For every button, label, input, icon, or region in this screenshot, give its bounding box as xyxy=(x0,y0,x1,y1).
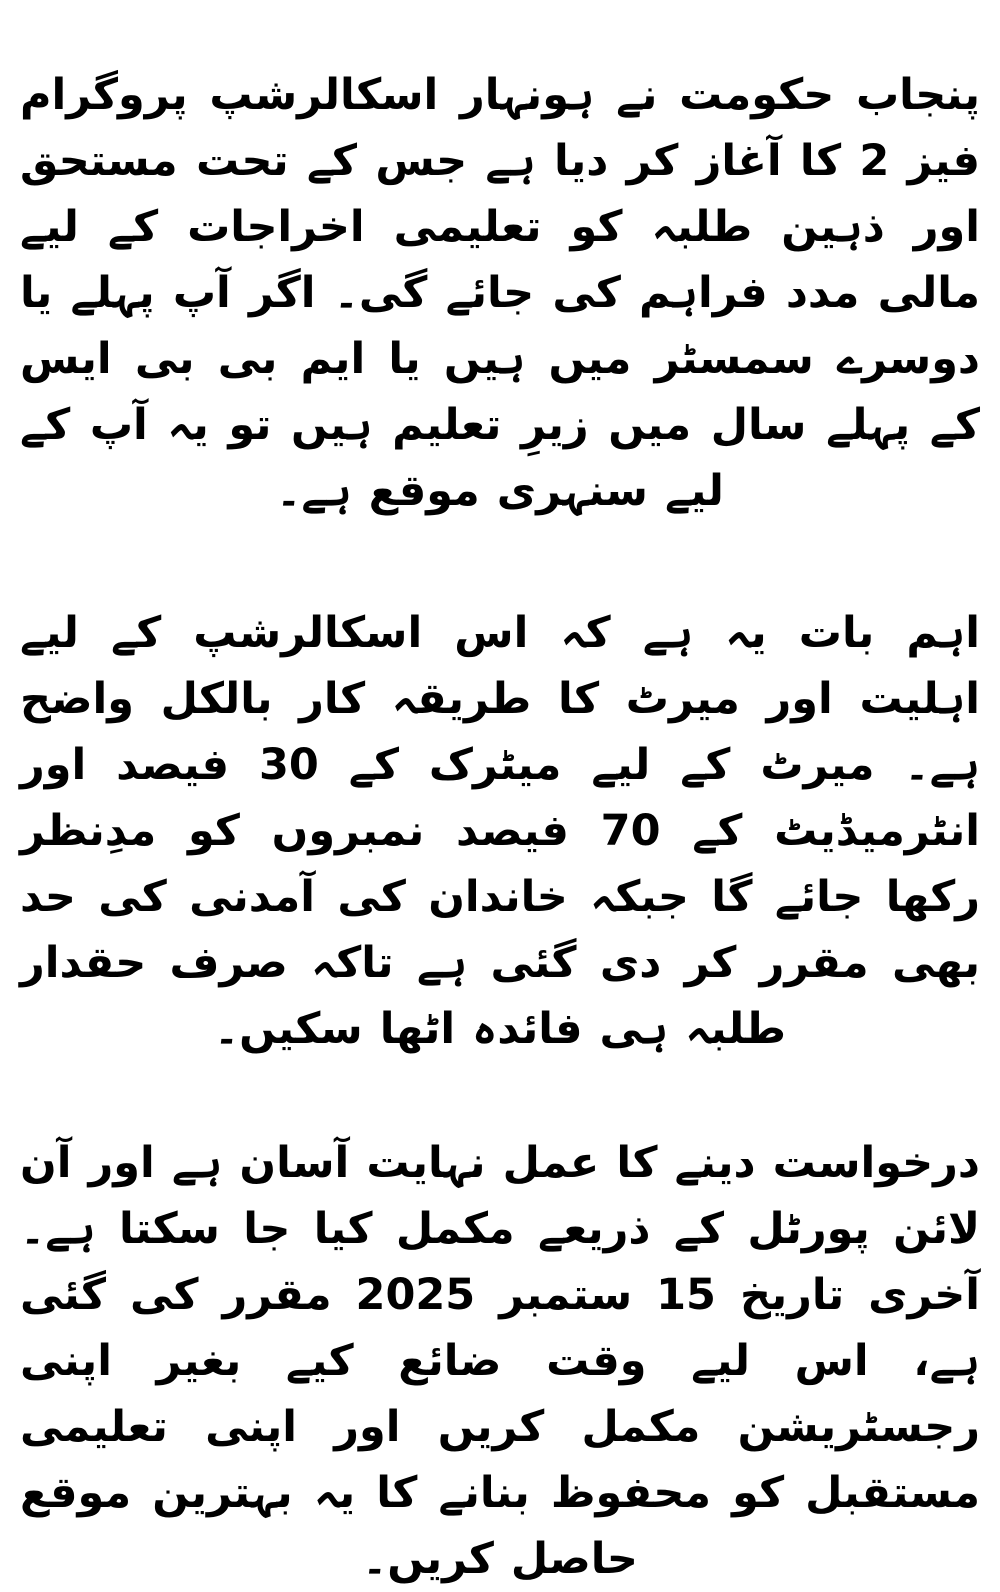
article-body xyxy=(20,0,981,1584)
paragraph-eligibility-merit: اہم بات یہ ہے کہ اس اسکالرشپ کے لیے اہلیت اور میرٹ کا طریقہ کار بالکل واضح ہے۔ میرٹ کے لیے میٹرک کے 30 فیصد اور انٹرمیڈیٹ کے 70 فیصد نمبروں کو مدِنظر رکھا جائے گا جبکہ خاندان کی آمدنی کی حد بھی مقرر کر دی گئی ہے تاکہ صرف حقدار طلبہ ہی فائدہ اٹھا سکیں۔ xyxy=(20,608,980,1054)
paragraph-announcement: پنجاب حکومت نے ہونہار اسکالرشپ پروگرام فیز 2 کا آغاز کر دیا ہے جس کے تحت مستحق اور ذہین طلبہ کو تعلیمی اخراجات کے لیے مالی مدد فراہم کی جائے گی۔ اگر آپ پہلے یا دوسرے سمسٹر میں ہیں یا ایم بی بی ایس کے پہلے سال میں زیرِ تعلیم ہیں تو یہ آپ کے لیے سنہری موقع ہے۔ xyxy=(20,70,981,516)
paragraph-application-deadline: درخواست دینے کا عمل نہایت آسان ہے اور آن لائن پورٹل کے ذریعے مکمل کیا جا سکتا ہے۔ آخری تاریخ 15 ستمبر 2025 مقرر کی گئی ہے، اس لیے وقت ضائع کیے بغیر اپنی رجسٹریشن مکمل کریں اور اپنی تعلیمی مستقبل کو محفوظ بنانے کا یہ بہترین موقع حاصل کریں۔ xyxy=(20,1138,980,1584)
